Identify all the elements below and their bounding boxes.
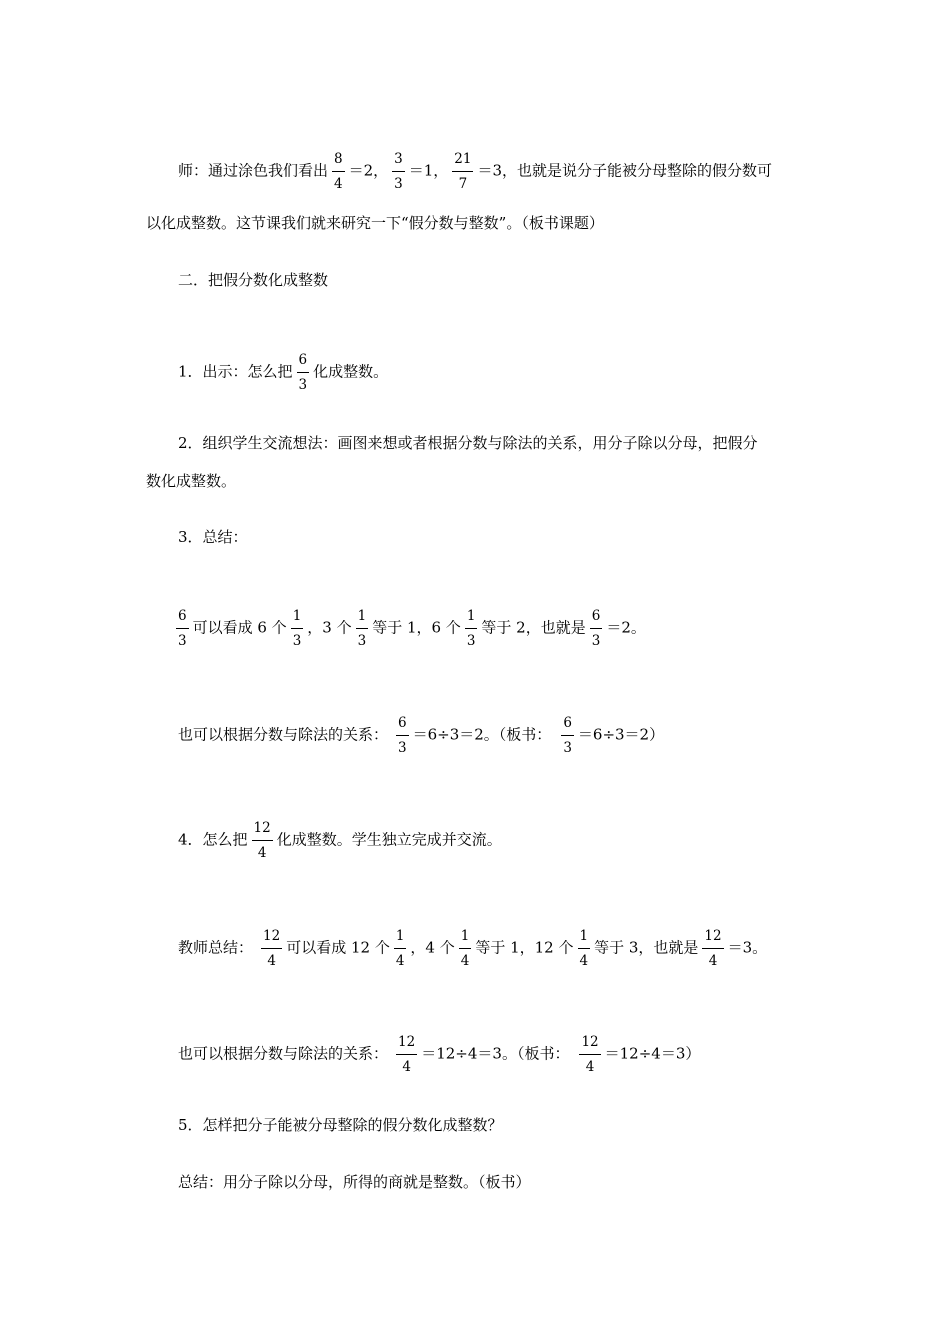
intro-text-3: ＝3，也就是说分子能被分母整除的假分数可: [477, 161, 773, 180]
summary-3-text-5: ＝2。: [606, 618, 646, 637]
fraction: $\frac{1}{3}$: [292, 608, 302, 649]
item-2-line-1: 2．组织学生交流想法：画图来想或者根据分数与除法的关系，用分子除以分母，把假分: [178, 434, 758, 452]
teacher-4-text-4: 等于 3，也就是: [594, 938, 699, 957]
relation-4-pre: 也可以根据分数与除法的关系：: [178, 1044, 389, 1063]
teacher-4-text-5: ＝3。: [727, 938, 768, 957]
fraction-3-3: $\frac{3}{3}$: [394, 151, 403, 192]
item-4-post: 化成整数。学生独立完成并交流。: [276, 830, 502, 849]
fraction: $\frac{1}{3}$: [357, 608, 367, 649]
item-2-line-2: 数化成整数。: [146, 472, 237, 490]
fraction: $\frac{6}{3}$: [398, 715, 407, 756]
relation-4: [178, 1034, 700, 1075]
summary-3-text-3: 等于 1，6 个: [372, 618, 461, 637]
item-4: [178, 820, 502, 861]
fraction-6-3: $\frac{6}{3}$: [298, 352, 308, 393]
intro-line-1: [178, 151, 772, 192]
relation-4-text-2: ＝12÷4＝3）: [604, 1044, 701, 1063]
item-5: 5．怎样把分子能被分母整除的假分数化成整数？: [178, 1116, 503, 1134]
relation-4-text-1: ＝12÷4＝3。（板书：: [421, 1044, 570, 1063]
relation-3-pre: 也可以根据分数与除法的关系：: [178, 725, 389, 744]
fraction-12-4: $\frac{12}{4}$: [253, 820, 271, 861]
fraction: $\frac{1}{3}$: [466, 608, 476, 649]
intro-text-1: ＝2，: [348, 161, 389, 180]
fraction: $\frac{6}{3}$: [563, 715, 572, 756]
teacher-4-text-2: ，4 个: [410, 938, 455, 957]
fraction-8-4: $\frac{8}{4}$: [334, 151, 343, 192]
fraction: $\frac{12}{4}$: [581, 1034, 599, 1075]
summary-3-text-1: 可以看成 6 个: [192, 618, 287, 637]
fraction: $\frac{1}{4}$: [579, 928, 589, 969]
teacher-4-pre: 教师总结：: [178, 938, 254, 957]
item-1-pre: 1．出示：怎么把: [178, 362, 293, 381]
fraction: $\frac{1}{4}$: [460, 928, 470, 969]
intro-text-pre: 师：通过涂色我们看出: [178, 161, 329, 180]
conclusion: 总结：用分子除以分母，所得的商就是整数。（板书）: [178, 1173, 531, 1191]
summary-3-text-4: 等于 2，也就是: [481, 618, 586, 637]
intro-line-2: 以化成整数。这节课我们就来研究一下“假分数与整数”。（板书课题）: [146, 214, 604, 232]
summary-3-text-2: ，3 个: [307, 618, 352, 637]
section-heading: 二．把假分数化成整数: [178, 271, 329, 289]
teacher-4-text-1: 可以看成 12 个: [286, 938, 390, 957]
item-4-pre: 4．怎么把: [178, 830, 248, 849]
relation-3: [178, 715, 664, 756]
intro-text-2: ＝1，: [408, 161, 449, 180]
relation-3-text-2: ＝6÷3＝2）: [577, 725, 665, 744]
teacher-summary-4: [178, 928, 767, 969]
fraction: $\frac{1}{4}$: [395, 928, 405, 969]
relation-3-text-1: ＝6÷3＝2。（板书：: [412, 725, 552, 744]
fraction: $\frac{12}{4}$: [398, 1034, 416, 1075]
teacher-4-text-3: 等于 1，12 个: [475, 938, 574, 957]
fraction: $\frac{12}{4}$: [263, 928, 281, 969]
item-1-post: 化成整数。: [313, 362, 389, 381]
fraction: $\frac{6}{3}$: [591, 608, 601, 649]
item-1: [178, 352, 388, 393]
fraction: $\frac{12}{4}$: [704, 928, 722, 969]
summary-3: [176, 608, 646, 649]
item-3-label: 3．总结：: [178, 528, 248, 546]
fraction-21-7: $\frac{21}{7}$: [454, 151, 472, 192]
fraction: $\frac{6}{3}$: [178, 608, 187, 649]
